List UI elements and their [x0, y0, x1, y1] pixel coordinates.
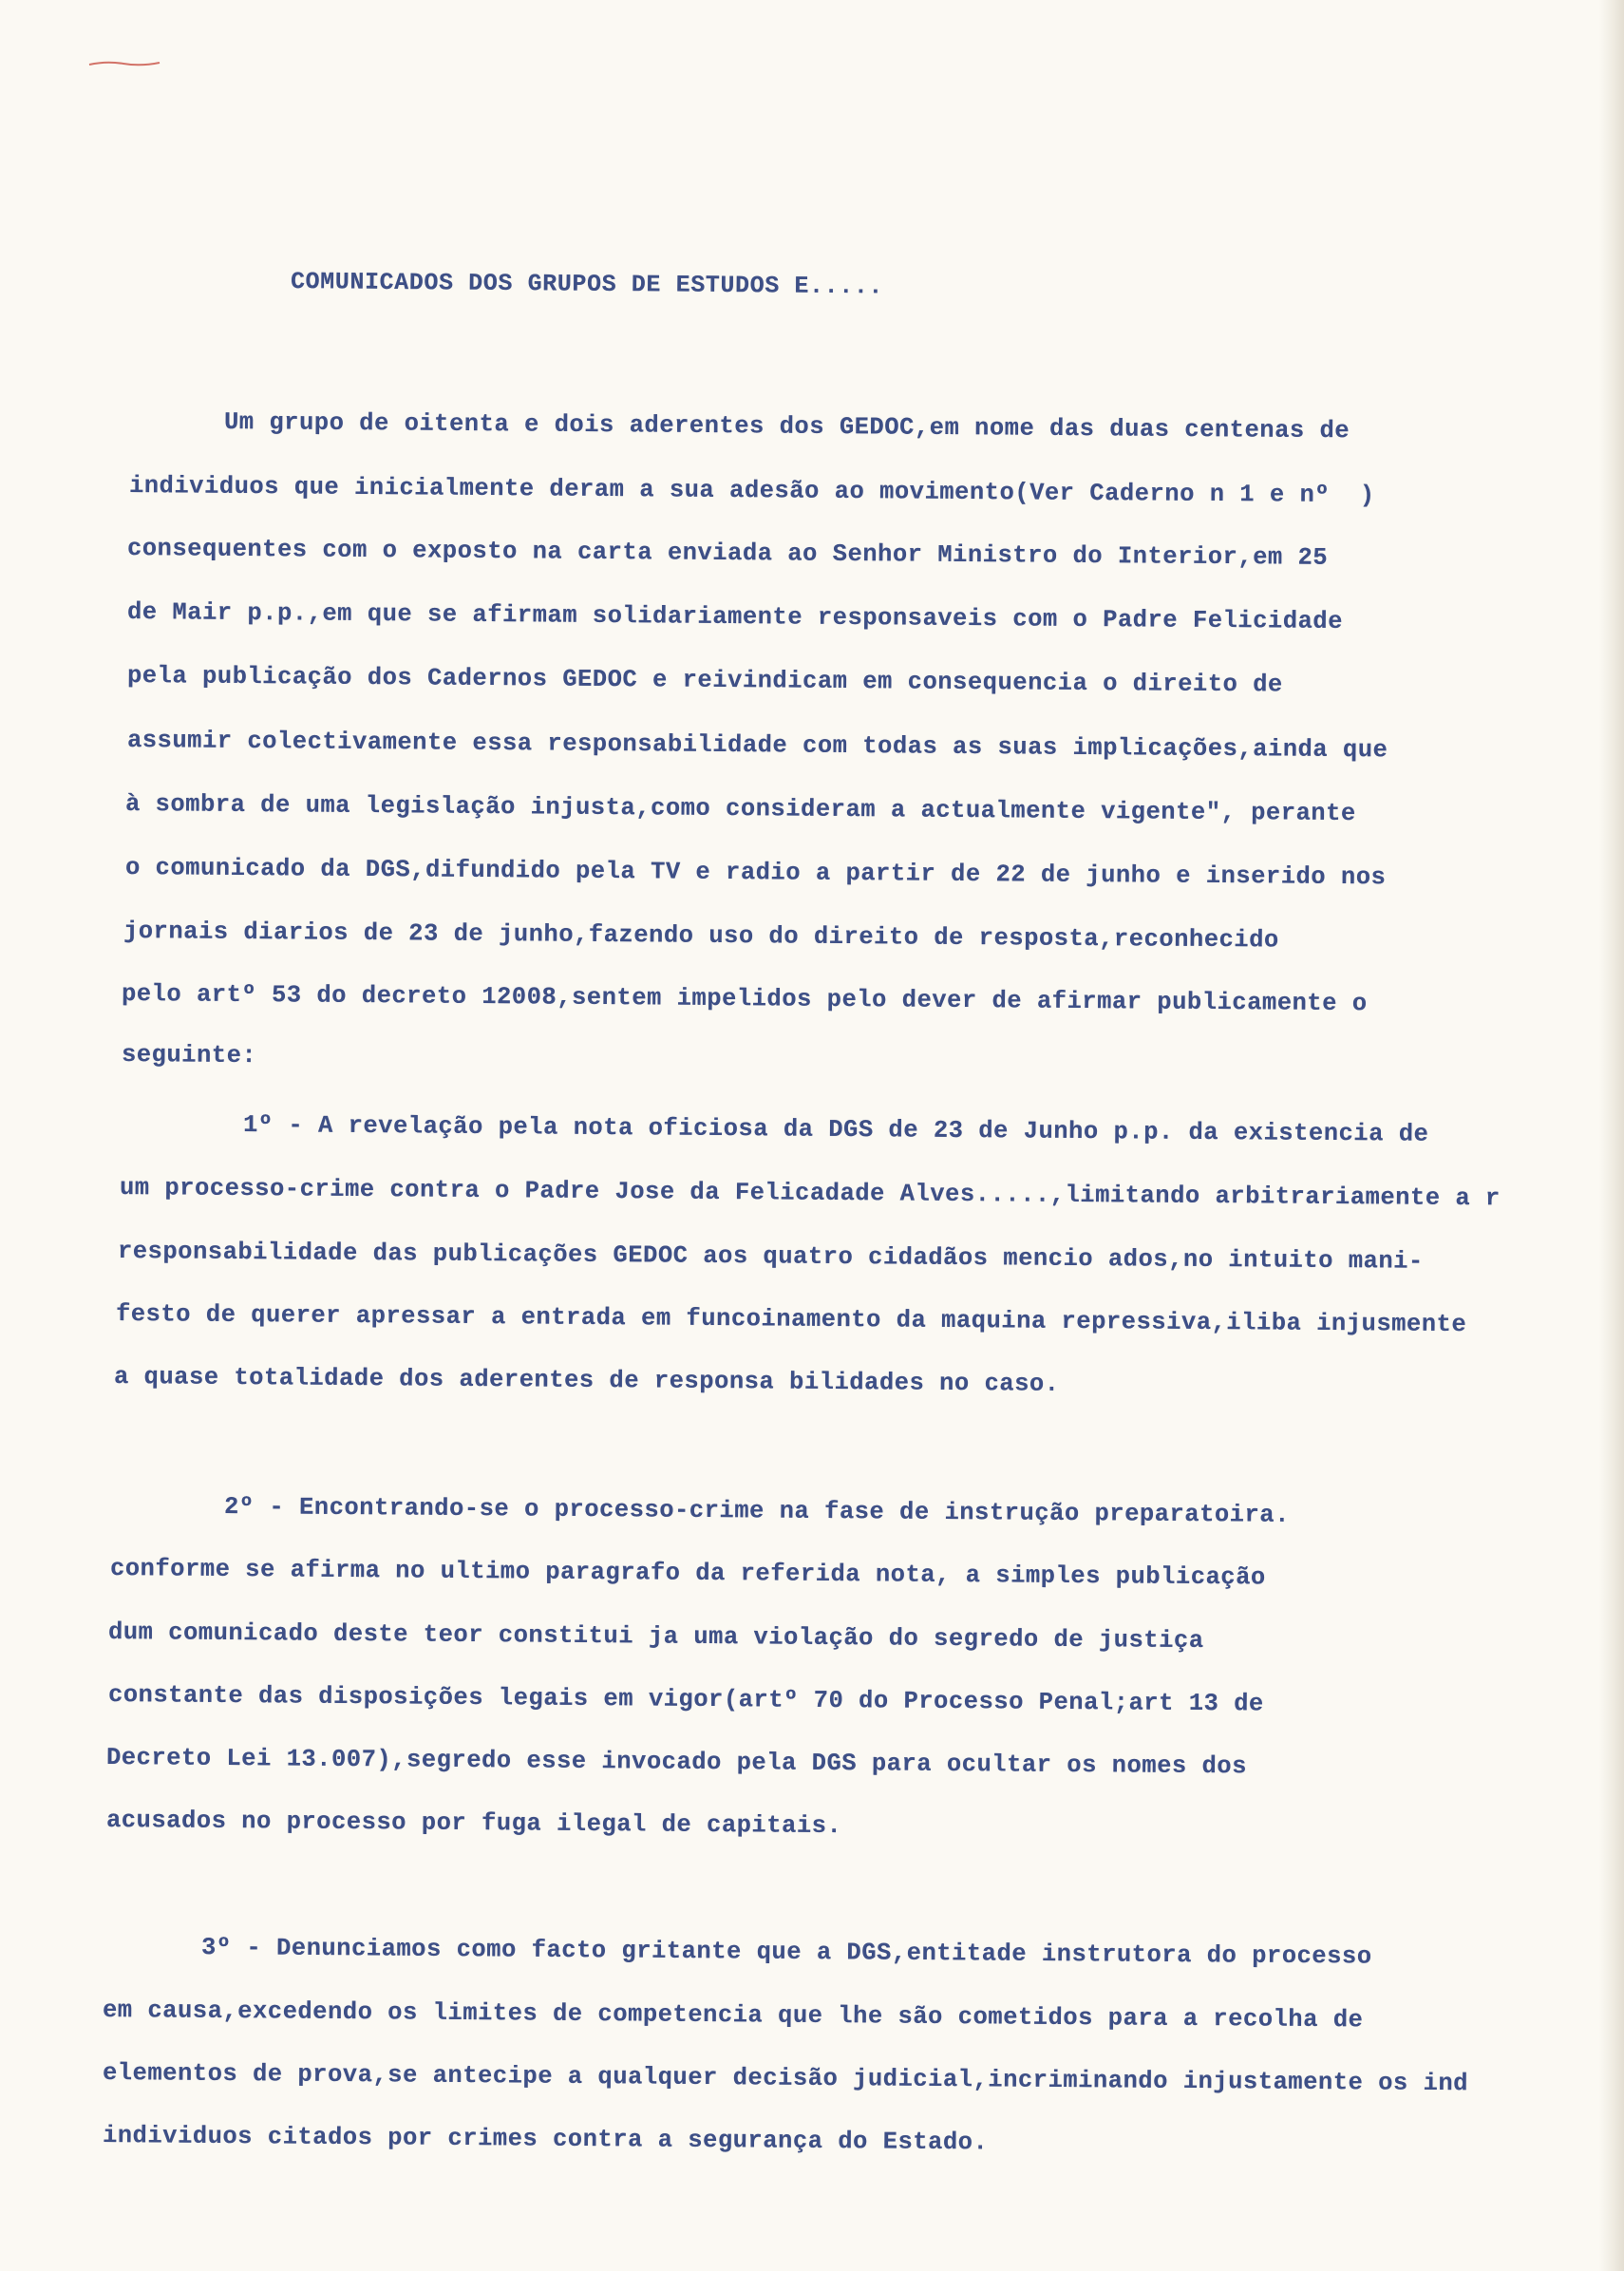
point3-line-2: em causa,excedendo os limites de competencia que lhe são cometidos para a recolha de — [102, 1997, 1364, 2034]
point1-line-3: responsabilidade das publicações GEDOC aos quatro cidadãos mencio ados,no intuito mani- — [117, 1238, 1424, 1276]
intro-line-2: individuos que inicialmente deram a sua adesão ao movimento(Ver Caderno n 1 e nº ) — [128, 472, 1375, 510]
point1-line-4: festo de querer apressar a entrada em funcoinamento da maquina repressiva,iliba injusmente — [115, 1300, 1467, 1339]
intro-line-5: pela publicação dos Cadernos GEDOC e reivindicam em consequencia o direito de — [126, 662, 1283, 699]
red-ink-mark — [87, 59, 161, 68]
point3-line-1: 3º - Denunciamos como facto gritante que a DGS,entitade instrutora do processo — [200, 1934, 1372, 1971]
intro-line-1: Um grupo de oitenta e dois aderentes dos GEDOC,em nome das duas centenas de — [223, 408, 1350, 445]
point1-line-1: 1º - A revelação pela nota oficiosa da DGS de 23 de Junho p.p. da existencia de — [242, 1111, 1429, 1148]
point2-line-3: dum comunicado deste teor constitui ja uma violação do segredo de justiça — [107, 1618, 1204, 1656]
point2-line-1: 2º - Encontrando-se o processo-crime na fase de instrução preparatoira. — [223, 1493, 1291, 1529]
point2-line-6: acusados no processo por fuga ilegal de capitais. — [105, 1807, 842, 1841]
point2-line-5: Decreto Lei 13.007),segredo esse invocado pela DGS para ocultar os nomes dos — [105, 1744, 1248, 1781]
intro-line-10: pelo artº 53 do decreto 12008,sentem impelidos pelo dever de afirmar publicamente o — [121, 980, 1368, 1018]
point1-line-5: a quase totalidade dos aderentes de responsa bilidades no caso. — [113, 1363, 1060, 1398]
intro-line-6: assumir colectivamente essa responsabilidade com todas as suas implicações,ainda que — [126, 727, 1388, 765]
intro-line-7: à sombra de uma legislação injusta,como consideram a actualmente vigente", perante — [124, 790, 1356, 828]
point3-line-4: individuos citados por crimes contra a segurança do Estado. — [102, 2122, 989, 2157]
intro-line-9: jornais diarios de 23 de junho,fazendo uso do direito de resposta,reconhecido — [123, 918, 1279, 955]
intro-line-8: o comunicado da DGS,difundido pela TV e radio a partir de 22 de junho e inserido nos — [124, 854, 1387, 892]
intro-line-11: seguinte: — [121, 1041, 257, 1070]
document-title: COMUNICADOS DOS GRUPOS DE ESTUDOS E..... — [290, 268, 884, 301]
intro-line-3: consequentes com o exposto na carta enviada ao Senhor Ministro do Interior,em 25 — [126, 535, 1329, 572]
paper-edge-shadow — [1599, 0, 1624, 2271]
point2-line-4: constante das disposições legais em vigor(artº 70 do Processo Penal;art 13 de — [107, 1681, 1264, 1718]
point1-line-2: um processo-crime contra o Padre Jose da Felicadade Alves.....,limitando arbitrariamente a r — [119, 1174, 1501, 1213]
point2-line-2: conforme se afirma no ultimo paragrafo da referida nota, a simples publicação — [109, 1555, 1266, 1592]
intro-line-4: de Mair p.p.,em que se afirmam solidariamente responsaveis com o Padre Felicidade — [126, 598, 1344, 636]
point3-line-3: elementos de prova,se antecipe a qualquer decisão judicial,incriminando injustamente os ind — [102, 2059, 1469, 2098]
